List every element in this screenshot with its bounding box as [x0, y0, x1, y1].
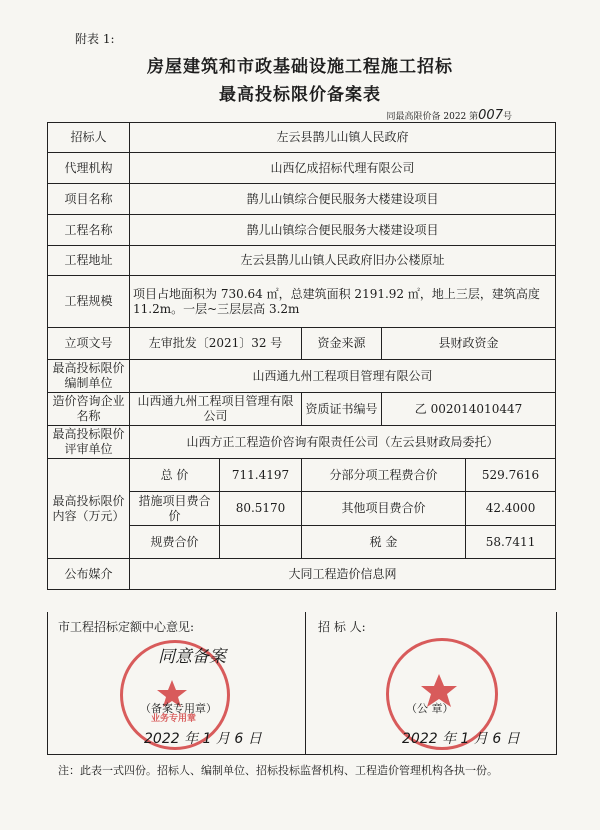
tenderer-sign-label: 招 标 人:: [318, 620, 366, 634]
media-label: 公布媒介: [48, 559, 130, 590]
measures-cost-label: 措施项目费合 价: [130, 492, 220, 526]
left-date: 2022 年 1 月 6 日: [144, 731, 262, 747]
filing-suffix: 号: [502, 112, 512, 122]
signoff-section: [47, 612, 557, 755]
official-seal-caption: （公 章）: [406, 702, 454, 715]
approval-handwriting: 同意备案: [158, 647, 226, 667]
compiler-label: 最高投标限价编制单位: [48, 360, 130, 393]
tax-label: 税 金: [302, 526, 466, 559]
row-compiler: [48, 360, 556, 393]
works-name-value: 鹊儿山镇综合便民服务大楼建设项目: [130, 215, 556, 246]
appendix-label: 附表 1:: [75, 32, 115, 46]
filing-number-handwritten: 007: [478, 108, 503, 123]
row-works-name: [48, 215, 556, 246]
works-name-label: 工程名称: [48, 215, 130, 246]
fund-source-value: 县财政资金: [382, 328, 556, 360]
site-value: 左云县鹊儿山镇人民政府旧办公楼原址: [130, 246, 556, 276]
row-agency: [48, 153, 556, 184]
filing-number: [387, 108, 512, 123]
subitem-cost-label: 分部分项工程费合价: [302, 459, 466, 492]
row-reviewer: [48, 426, 556, 459]
seal-inner-text: 业务专用章: [151, 714, 197, 724]
fees-label: 规费合价: [130, 526, 220, 559]
tenderer-value: 左云县鹊儿山镇人民政府: [130, 123, 556, 153]
compiler-value: 山西通九州工程项目管理有限公司: [130, 360, 556, 393]
scale-label: 工程规模: [48, 276, 130, 328]
footer-note: 注：此表一式四份。招标人、编制单位、招标投标监督机构、工程造价管理机构各执一份。: [58, 764, 498, 777]
price-content-label: 最高投标限价内容（万元）: [48, 459, 130, 559]
right-date: 2022 年 1 月 6 日: [402, 731, 520, 747]
row-tenderer: [48, 123, 556, 153]
tax-value: 58.7411: [466, 526, 556, 559]
total-price-label: 总 价: [130, 459, 220, 492]
agency-value: 山西亿成招标代理有限公司: [130, 153, 556, 184]
approval-value: 左审批发〔2021〕32 号: [130, 328, 302, 360]
cert-value: 乙 002014010447: [382, 393, 556, 426]
cert-label: 资质证书编号: [302, 393, 382, 426]
consultant-value: 山西通九州工程项目管理有限公司: [130, 393, 302, 426]
project-name-label: 项目名称: [48, 184, 130, 215]
row-scale: [48, 276, 556, 328]
row-price-1: [48, 459, 556, 492]
consultant-label: 造价咨询企业名称: [48, 393, 130, 426]
form-subtitle: 最高投标限价备案表: [219, 85, 381, 105]
media-value: 大同工程造价信息网: [130, 559, 556, 590]
other-cost-value: 42.4000: [466, 492, 556, 526]
filing-table: [47, 122, 556, 590]
site-label: 工程地址: [48, 246, 130, 276]
row-project-name: [48, 184, 556, 215]
row-approval: [48, 328, 556, 360]
row-media: [48, 559, 556, 590]
project-name-value: 鹊儿山镇综合便民服务大楼建设项目: [130, 184, 556, 215]
filing-prefix: 同最高限价备 2022 第: [386, 112, 479, 122]
subitem-cost-value: 529.7616: [466, 459, 556, 492]
reviewer-label: 最高投标限价评审单位: [48, 426, 130, 459]
measures-cost-value: 80.5170: [220, 492, 302, 526]
row-consultant: [48, 393, 556, 426]
other-cost-label: 其他项目费合价: [302, 492, 466, 526]
row-site: [48, 246, 556, 276]
filing-seal-caption: （备案专用章）: [140, 702, 217, 715]
quota-center-opinion-label: 市工程招标定额中心意见:: [58, 620, 195, 634]
approval-label: 立项文号: [48, 328, 130, 360]
reviewer-value: 山西方正工程造价咨询有限责任公司（左云县财政局委托）: [130, 426, 556, 459]
signoff-divider: [305, 612, 306, 754]
tenderer-label: 招标人: [48, 123, 130, 153]
agency-label: 代理机构: [48, 153, 130, 184]
total-price-value: 711.4197: [220, 459, 302, 492]
fees-value: [220, 526, 302, 559]
scale-value: 项目占地面积为 730.64 ㎡，总建筑面积 2191.92 ㎡，地上三层，建筑高度 11.2m。一层~三层层高 3.2m: [130, 276, 556, 328]
fund-source-label: 资金来源: [302, 328, 382, 360]
form-title: 房屋建筑和市政基础设施工程施工招标: [147, 57, 453, 77]
